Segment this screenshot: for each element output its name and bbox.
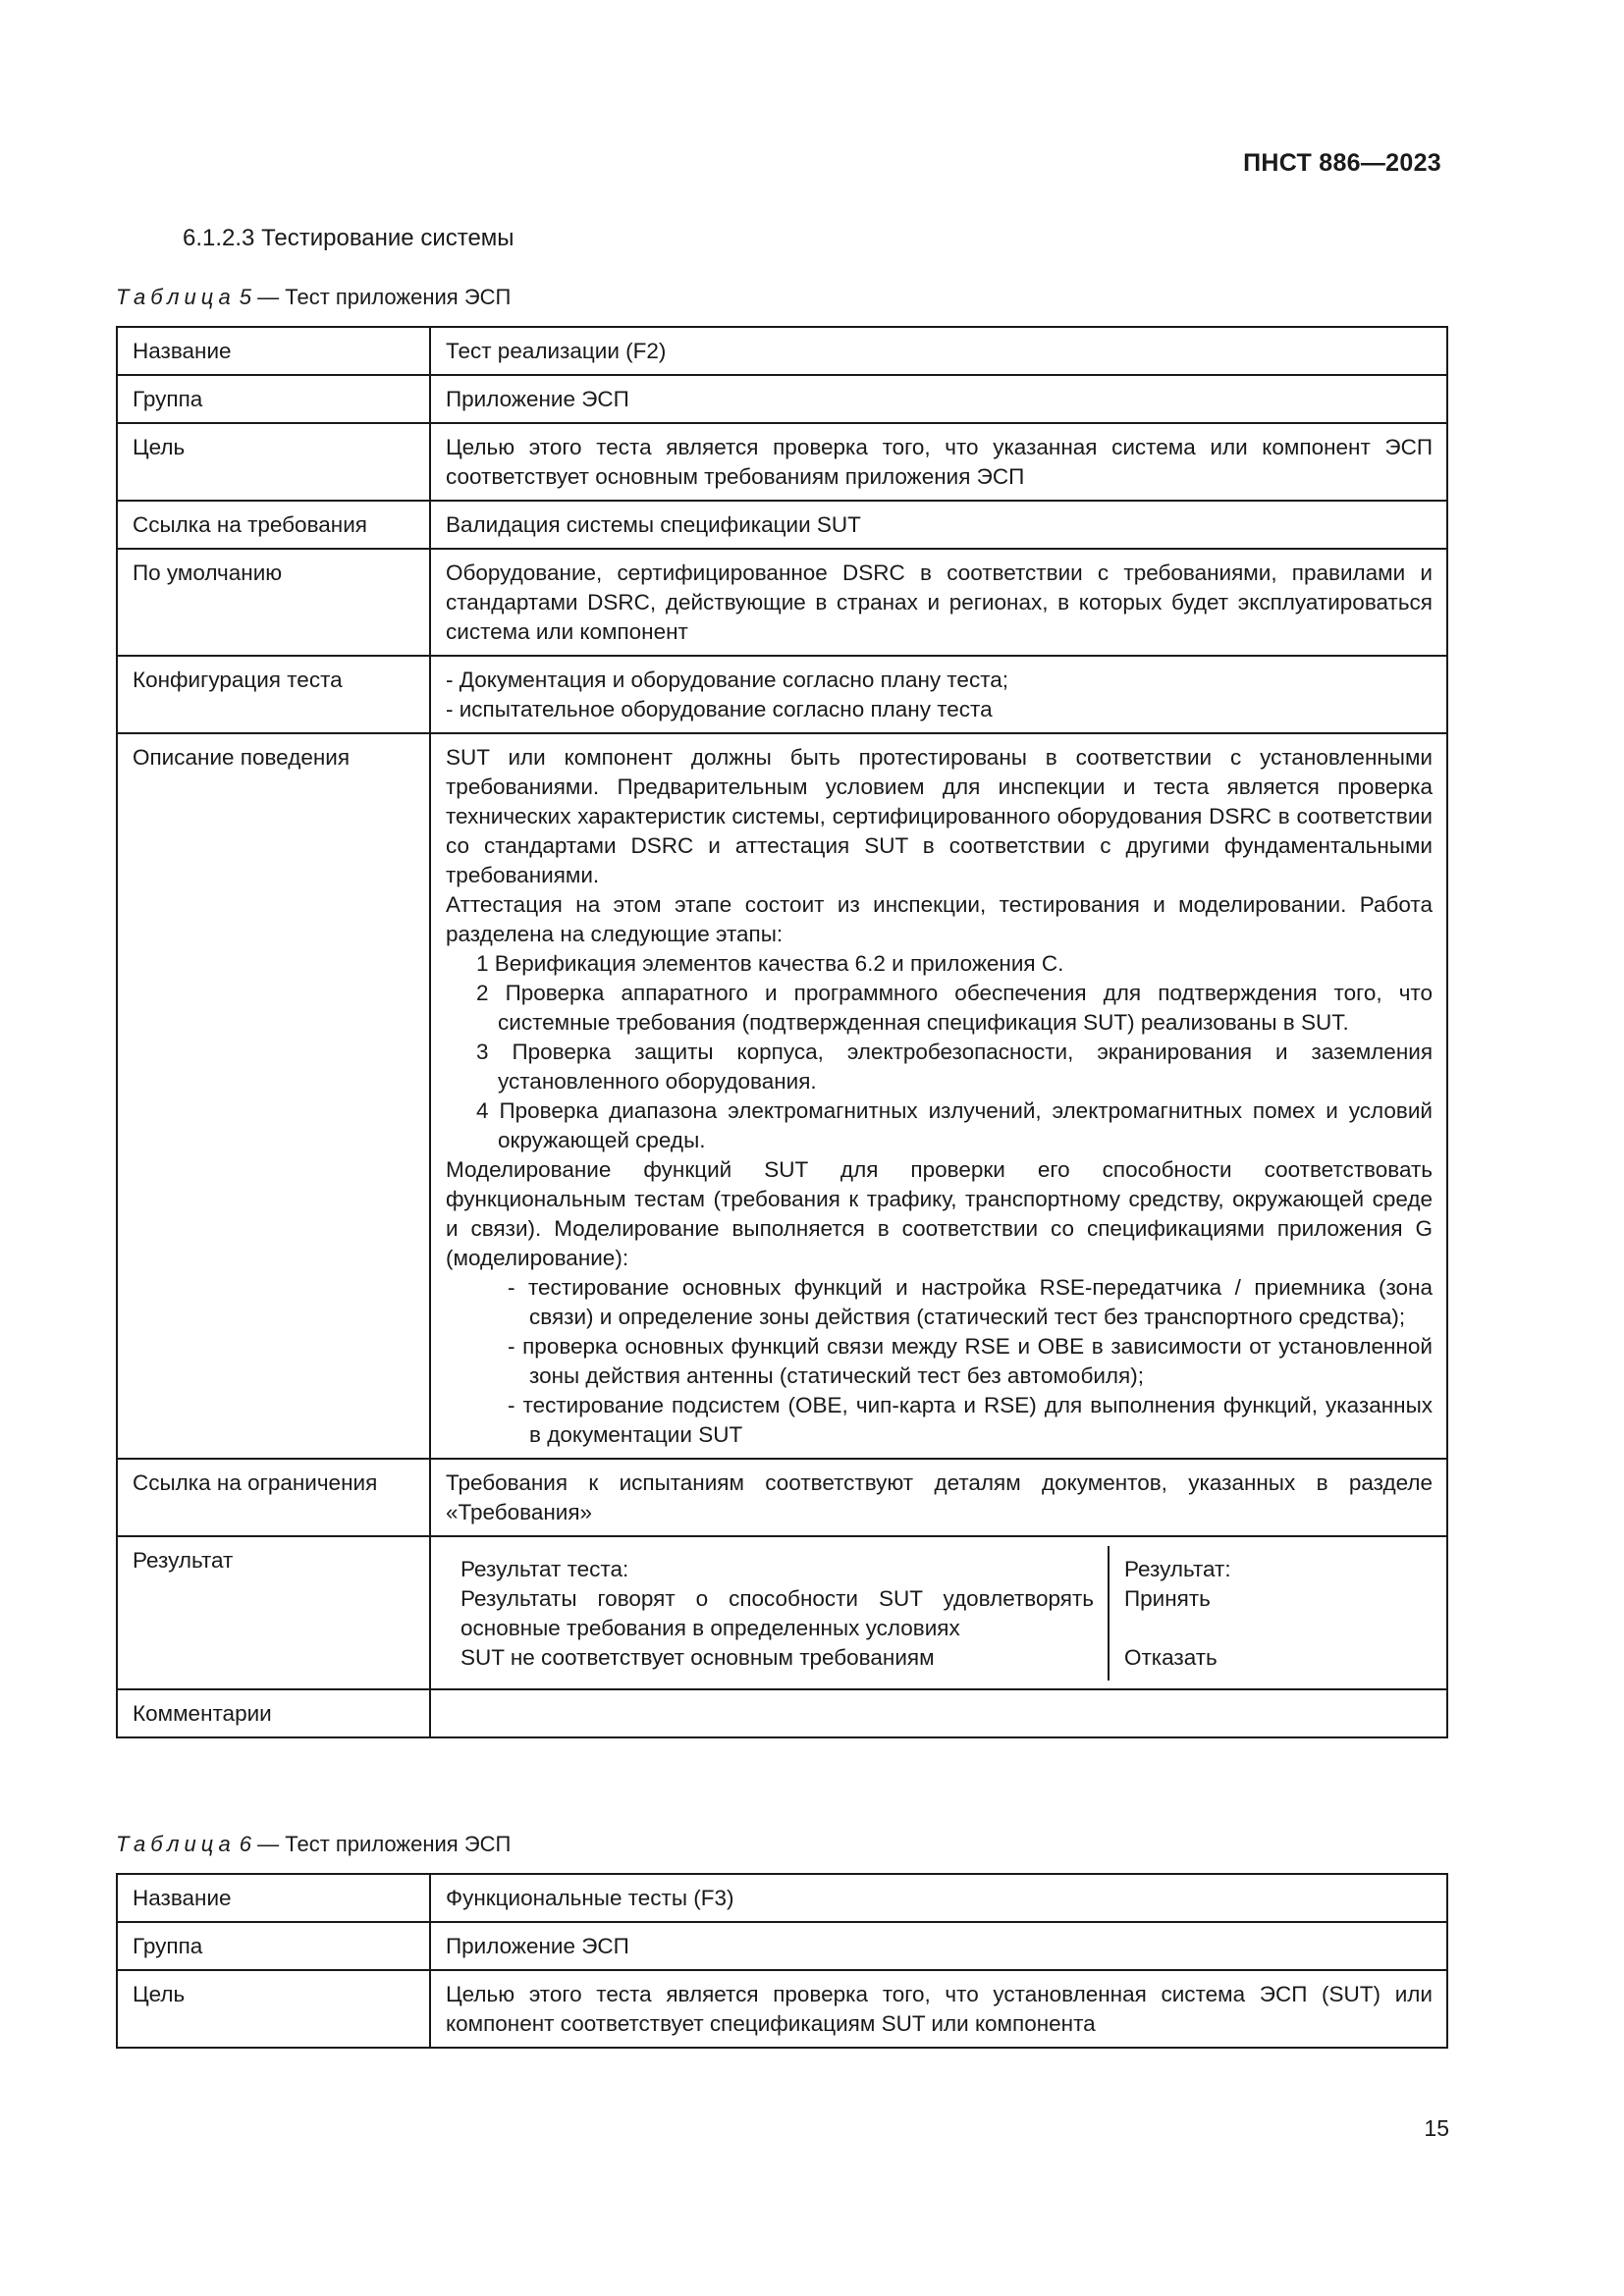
table-row	[117, 656, 1447, 733]
result-test-title: Результат теста:	[460, 1557, 629, 1581]
behavior-step: 2 Проверка аппаратного и программного обеспечения для подтверждения того, что системные требования (подтвержденная спецификация SUT) реализованы в SUT.	[476, 981, 1433, 1035]
row-value: Требования к испытаниям соответствуют деталям документов, указанных в разделе «Требования»	[430, 1459, 1447, 1536]
behavior-step: 3 Проверка защиты корпуса, электробезопасности, экранирования и заземления установленного оборудования.	[476, 1040, 1433, 1094]
table-row	[117, 549, 1447, 656]
table-row	[117, 733, 1447, 1459]
result-spacer	[1124, 1614, 1419, 1643]
section-heading: 6.1.2.3 Тестирование системы	[183, 225, 514, 251]
result-fail-text: SUT не соответствует основным требованиям	[460, 1645, 935, 1670]
result-verdict-title: Результат:	[1124, 1557, 1231, 1581]
row-value	[430, 1536, 1447, 1689]
table5-caption-title: — Тест приложения ЭСП	[251, 285, 512, 309]
behavior-bullet: - тестирование основных функций и настройка RSE-передатчика / приемника (зона связи) и определение зоны действия (статический тест без транспортного средства);	[508, 1275, 1433, 1329]
row-value: Приложение ЭСП	[430, 1922, 1447, 1970]
behavior-step: 1 Верификация элементов качества 6.2 и приложения С.	[476, 951, 1064, 976]
row-label: Цель	[117, 423, 430, 501]
row-value: Целью этого теста является проверка того, что указанная система или компонент ЭСП соответствует основным требованиям приложения ЭСП	[430, 423, 1447, 501]
table6-caption-title: — Тест приложения ЭСП	[251, 1832, 512, 1856]
row-value: Функциональные тесты (F3)	[430, 1874, 1447, 1922]
behavior-step: 4 Проверка диапазона электромагнитных излучений, электромагнитных помех и условий окружающей среды.	[476, 1098, 1433, 1152]
config-item: - испытательное оборудование согласно плану теста	[446, 697, 993, 721]
table-row	[117, 423, 1447, 501]
table5-caption-prefix: Таблица	[116, 285, 236, 309]
row-value	[430, 1689, 1447, 1737]
table-row	[117, 1922, 1447, 1970]
row-label: Цель	[117, 1970, 430, 2048]
table-row	[117, 1689, 1447, 1737]
row-label: По умолчанию	[117, 549, 430, 656]
config-item: - Документация и оборудование согласно плану теста;	[446, 667, 1009, 692]
table6	[116, 1873, 1448, 2049]
table-row	[117, 1874, 1447, 1922]
table5-caption-number: 5	[239, 285, 252, 309]
row-value: Оборудование, сертифицированное DSRC в соответствии с требованиями, правилами и стандартами DSRC, действующие в странах и регионах, в которых будет эксплуатироваться система или компонент	[430, 549, 1447, 656]
row-value: Целью этого теста является проверка того, что установленная система ЭСП (SUT) или компонент соответствует спецификациям SUT или компонента	[430, 1970, 1447, 2048]
row-value	[430, 733, 1447, 1459]
table6-caption	[116, 1832, 511, 1857]
row-label: Название	[117, 1874, 430, 1922]
table6-caption-prefix: Таблица	[116, 1832, 236, 1856]
row-label: Результат	[117, 1536, 430, 1689]
table5-caption	[116, 285, 511, 310]
table-row	[117, 375, 1447, 423]
document-id-header: ПНСТ 886—2023	[1243, 149, 1441, 177]
behavior-paragraph: Моделирование функций SUT для проверки его способности соответствовать функциональным тестам (требования к трафику, транспортному средству, окружающей среде и связи). Моделирование выполняется в соответствии со спецификациями приложения G (моделирование):	[446, 1157, 1433, 1270]
table5	[116, 326, 1448, 1738]
result-reject: Отказать	[1124, 1645, 1218, 1670]
row-value: Приложение ЭСП	[430, 375, 1447, 423]
behavior-bullet: - тестирование подсистем (OBE, чип-карта и RSE) для выполнения функций, указанных в документации SUT	[508, 1393, 1433, 1447]
behavior-paragraph: SUT или компонент должны быть протестированы в соответствии с установленными требованиями. Предварительным условием для инспекции и теста является проверка технических характеристик системы, сертифицированного оборудования DSRC в соответствии со стандартами DSRC и аттестация SUT в соответствии с другими фундаментальными требованиями.	[446, 745, 1433, 887]
table-row	[117, 1459, 1447, 1536]
row-label: Комментарии	[117, 1689, 430, 1737]
result-test-cell	[446, 1546, 1110, 1681]
result-pass-text: Результаты говорят о способности SUT удовлетворять основные требования в определенных условиях	[460, 1586, 1094, 1640]
page-number: 15	[1424, 2115, 1449, 2141]
result-verdict-cell	[1110, 1546, 1433, 1681]
row-label: Ссылка на требования	[117, 501, 430, 549]
table-row	[117, 501, 1447, 549]
row-label: Ссылка на ограничения	[117, 1459, 430, 1536]
table-row	[117, 1970, 1447, 2048]
behavior-bullet: - проверка основных функций связи между RSE и OBE в зависимости от установленной зоны действия антенны (статический тест без автомобиля);	[508, 1334, 1433, 1388]
row-label: Группа	[117, 375, 430, 423]
table-row	[117, 1536, 1447, 1689]
row-label: Описание поведения	[117, 733, 430, 1459]
row-label: Название	[117, 327, 430, 375]
result-accept: Принять	[1124, 1586, 1211, 1611]
row-value	[430, 656, 1447, 733]
table-row	[117, 327, 1447, 375]
row-value: Тест реализации (F2)	[430, 327, 1447, 375]
row-value: Валидация системы спецификации SUT	[430, 501, 1447, 549]
behavior-paragraph: Аттестация на этом этапе состоит из инспекции, тестирования и моделировании. Работа разделена на следующие этапы:	[446, 892, 1433, 946]
table6-caption-number: 6	[239, 1832, 252, 1856]
row-label: Конфигурация теста	[117, 656, 430, 733]
row-label: Группа	[117, 1922, 430, 1970]
